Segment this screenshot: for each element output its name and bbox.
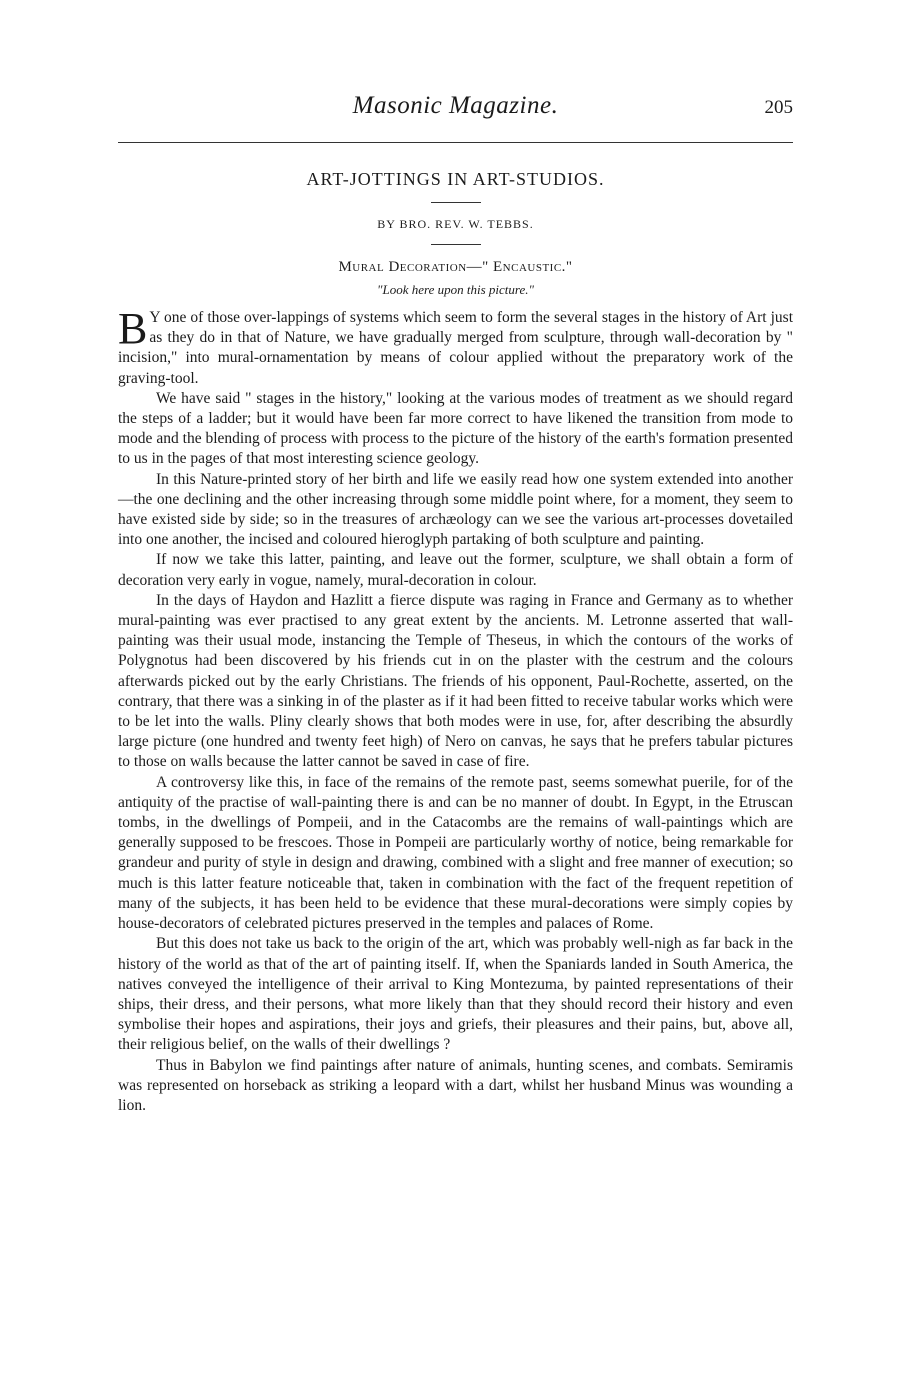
running-title: Masonic Magazine. [352, 92, 559, 119]
header-rule [118, 142, 793, 143]
paragraph-text: Y one of those over-lappings of systems which seem to form the several stages in the history of Art just as they do in that of Nature, we have gradually merged from sculpture, through wall-decoration by " incision," into mural-ornamentation by means of colour applied without the preparatory work of the graving-tool. [118, 309, 793, 387]
byline-divider [431, 244, 481, 245]
epigraph: "Look here upon this picture." [377, 282, 534, 297]
paragraph-1 [118, 304, 793, 389]
paragraph-4: If now we take this latter, painting, and leave out the former, sculpture, we shall obtain a form of decoration very early in vogue, namely, mural-decoration in colour. [118, 551, 793, 589]
paragraph-8: Thus in Babylon we find paintings after nature of animals, hunting scenes, and combats. Semiramis was represented on horseback as striking a leopard with a dart, whilst her husband Minus was wounding a lion. [118, 1056, 793, 1114]
title-divider [431, 202, 481, 203]
paragraph-6: A controversy like this, in face of the remains of the remote past, seems somewhat puerile, for of the antiquity of the practise of wall-painting there is and can be no manner of doubt. In Egypt, in the Etruscan tombs, in the dwellings of Pompeii, and in the Catacombs are the remains of wall-paintings which are generally supposed to be frescoes. Those in Pompeii are particularly worthy of notice, being remarkable for grandeur and purity of style in design and drawing, combined with a slight and free manner of execution; so much is this latter feature noticeable that, taken in combination with the fact of the frequent repetition of many of the subjects, it has been held to be evidence that these mural-decorations were simply copies by house-decorators of celebrated pictures preserved in the temples and palaces of Rome. [118, 773, 793, 933]
paragraph-5: In the days of Haydon and Hazlitt a fierce dispute was raging in France and Germany as to whether mural-painting was ever practised to any great extent by the ancients. M. Letronne asserted that wall-painting was their usual mode, instancing the Temple of Theseus, in which the contours of the works of Polygnotus had been discovered by his friends cut in on the plaster with the cestrum and the colours afterwards picked out by the early Christians. The friends of his opponent, Paul-Rochette, asserted, on the contrary, that there was a sinking in of the plaster as if it had been fitted to receive tabular works which were to be let into the walls. Pliny clearly shows that both modes were in use, for, after describing the absurdly large picture (one hundred and twenty feet high) of Nero on canvas, he says that he prefers tabular pictures to those on walls because the latter cannot be saved in case of fire. [118, 591, 793, 771]
paragraph-2: We have said " stages in the history," looking at the various modes of treatment as we should regard the steps of a ladder; but it would have been far more correct to have likened the transition from mode to mode and the blending of process with process to the picture of the history of the earth's formation presented to us in the pages of that most interesting science geology. [118, 389, 793, 468]
section-subtitle: Mural Decoration—" Encaustic." [338, 259, 573, 275]
paragraph-3: In this Nature-printed story of her birth and life we easily read how one system extended into another—the one declining and the other increasing through some middle point where, for a moment, they seem to have existed side by side; so in the treasures of archæology can we see the various art-processes dovetailed into one another, the incised and coloured hieroglyph partaking of both sculpture and painting. [118, 470, 793, 549]
drop-cap: B [118, 304, 148, 353]
page-number: 205 [764, 97, 793, 118]
running-head [118, 92, 793, 126]
article-title: ART-JOTTINGS IN ART-STUDIOS. [306, 169, 605, 189]
magazine-page [118, 92, 793, 1116]
paragraph-7: But this does not take us back to the origin of the art, which was probably well-nigh as far back in the history of the world as that of the art of painting itself. If, when the Spaniards landed in South America, the natives conveyed the intelligence of their arrival to King Montezuma, by painted representations of their ships, their dress, and their persons, what more likely than that they should record their history and even symbolise their hopes and aspirations, their joys and griefs, their pleasures and their pains, but, above all, their religious belief, on the walls of their dwellings ? [118, 935, 793, 1054]
byline: BY BRO. REV. W. TEBBS. [377, 217, 534, 231]
article-body [118, 304, 793, 1116]
